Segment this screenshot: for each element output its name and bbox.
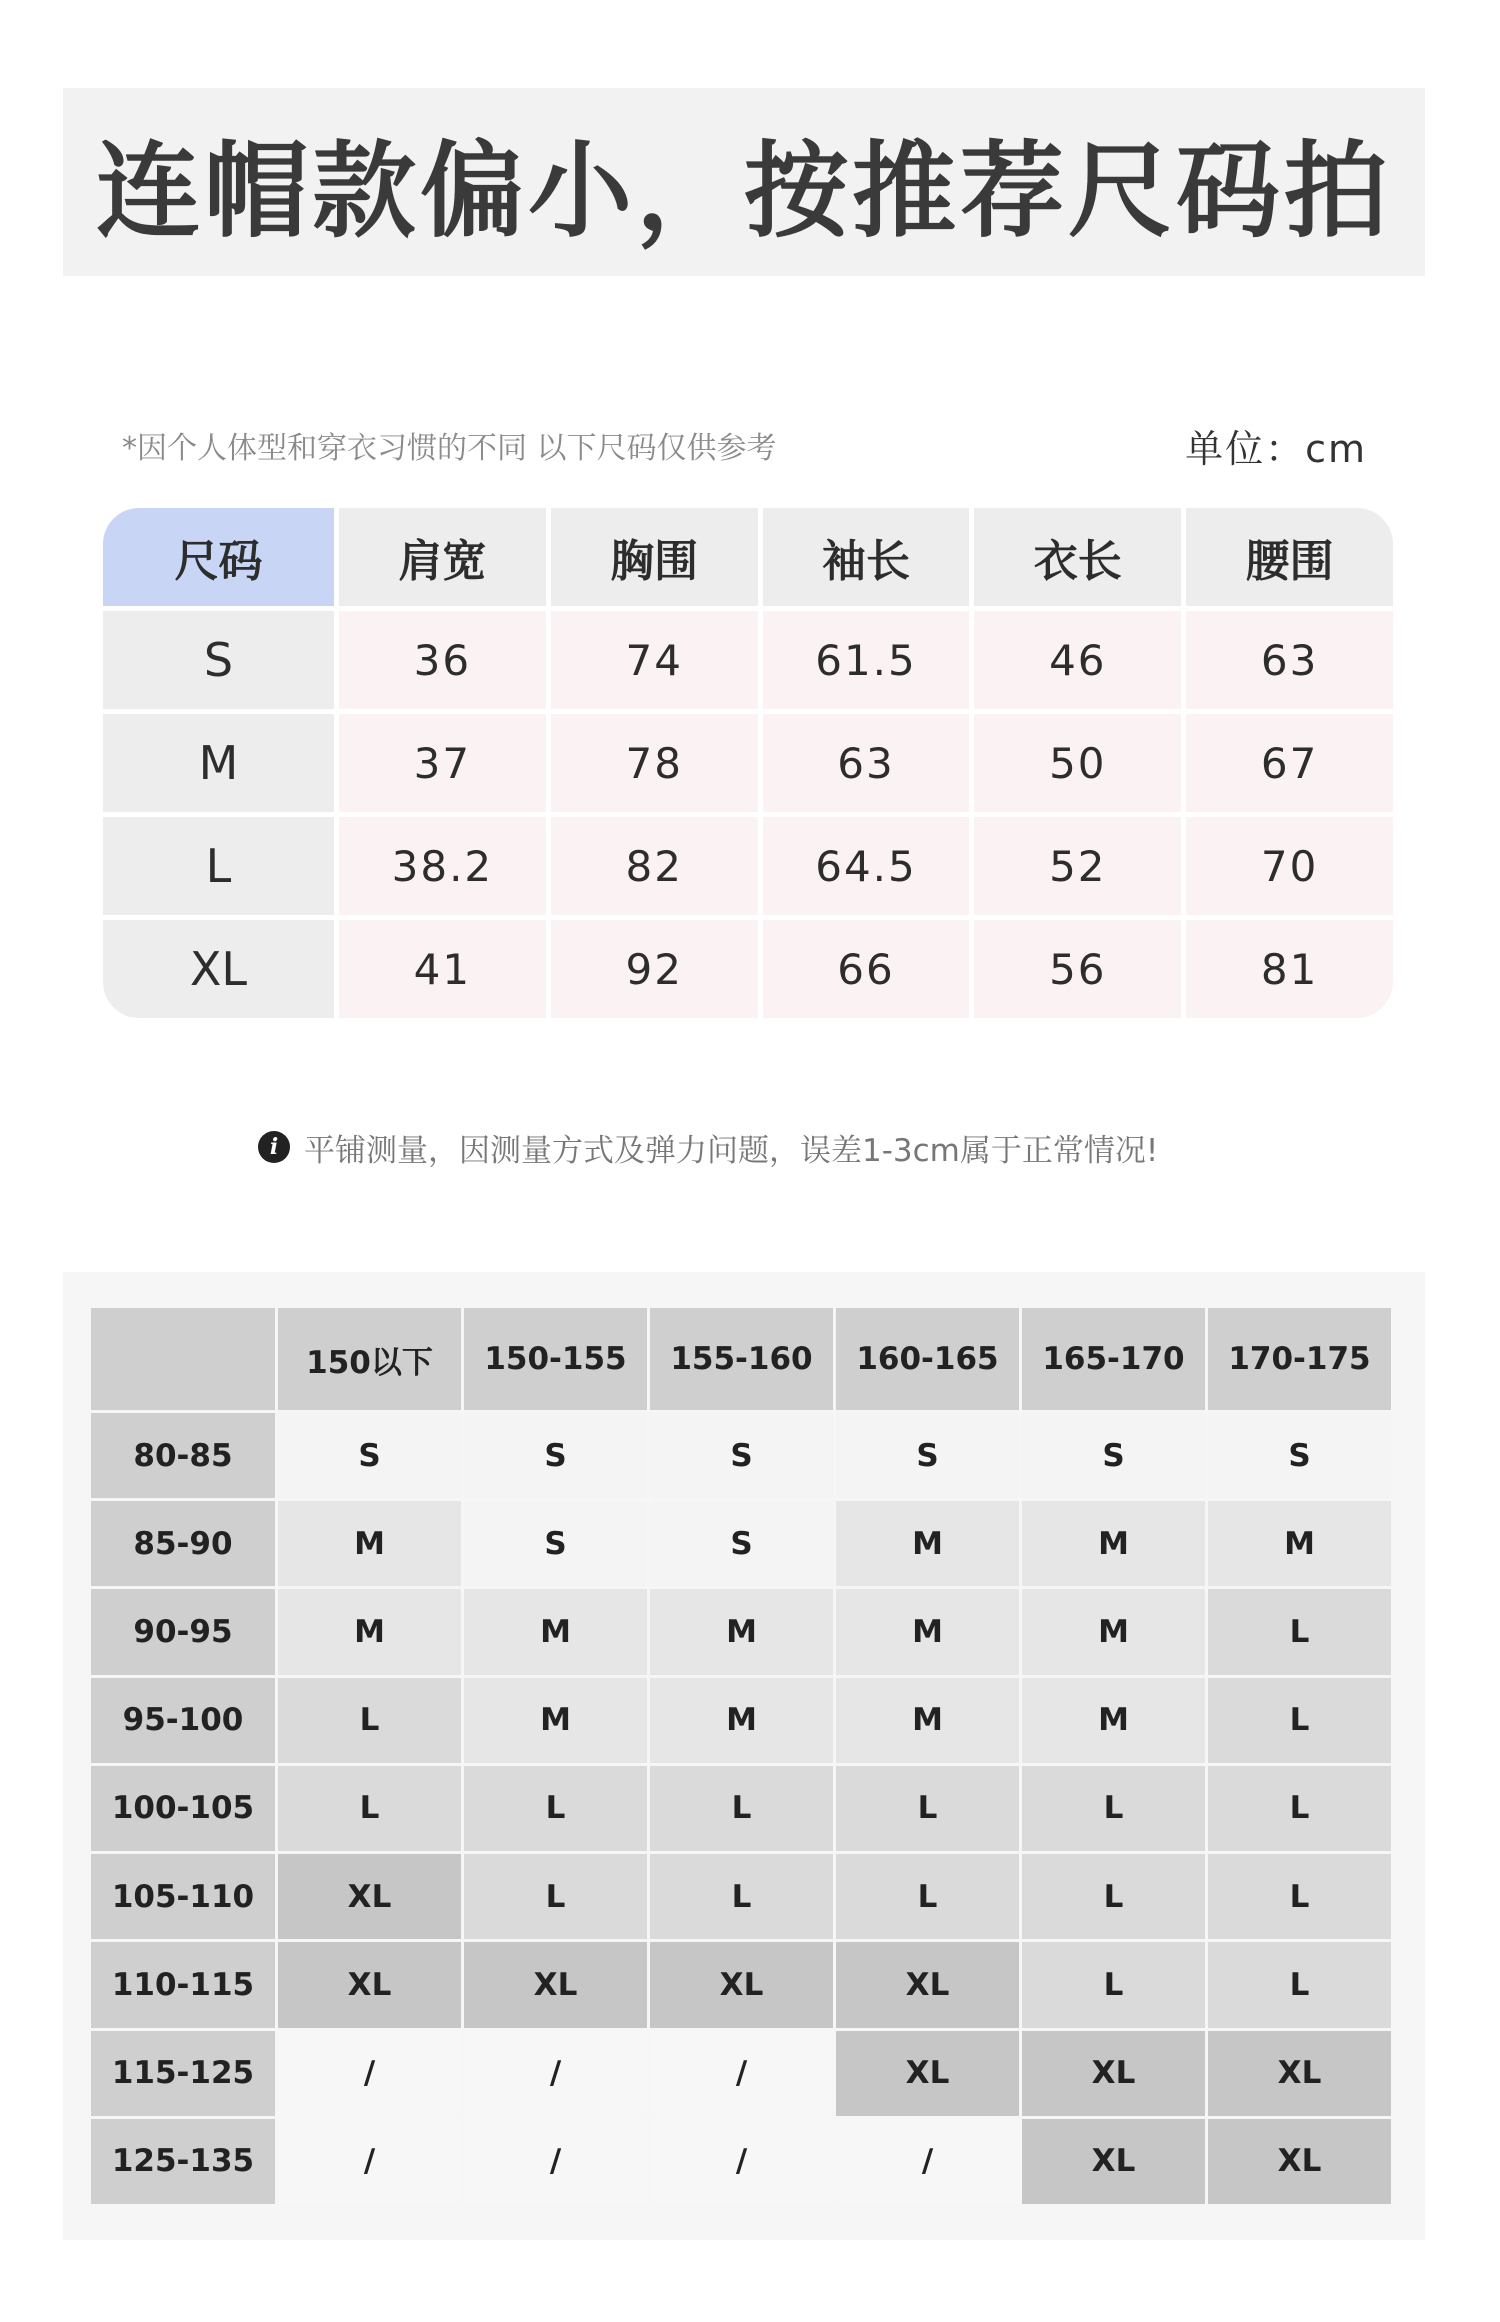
recommended-size-cell: M: [464, 1589, 647, 1674]
size-label: M: [103, 714, 334, 812]
recommended-size-cell: L: [278, 1678, 461, 1763]
height-header: 150以下: [278, 1308, 461, 1410]
size-label: S: [103, 611, 334, 709]
height-header: 150-155: [464, 1308, 647, 1410]
size-table-header: 袖长: [763, 508, 970, 606]
measure-note-text: 平铺测量，因测量方式及弹力问题，误差1-3cm属于正常情况!: [304, 1132, 1159, 1169]
recommended-size-cell: XL: [1208, 2119, 1391, 2204]
recommended-size-cell: M: [836, 1501, 1019, 1586]
size-value: 50: [974, 714, 1181, 812]
weight-header: 105-110: [91, 1854, 275, 1939]
weight-header: 125-135: [91, 2119, 275, 2204]
info-icon: i: [258, 1131, 290, 1163]
weight-header: 90-95: [91, 1589, 275, 1674]
recommended-size-cell: XL: [836, 2031, 1019, 2116]
recommended-size-cell: L: [1208, 1678, 1391, 1763]
size-value: 38.2: [339, 817, 546, 915]
recommended-size-cell: XL: [836, 1942, 1019, 2027]
weight-header: 85-90: [91, 1501, 275, 1586]
size-value: 46: [974, 611, 1181, 709]
size-value: 52: [974, 817, 1181, 915]
size-value: 63: [1186, 611, 1393, 709]
recommended-size-cell: M: [278, 1501, 461, 1586]
recommended-size-cell: L: [1208, 1942, 1391, 2027]
recommended-size-cell: XL: [1022, 2119, 1205, 2204]
recommended-size-cell: L: [650, 1766, 833, 1851]
recommended-size-cell: L: [1208, 1854, 1391, 1939]
recommended-size-cell: /: [464, 2119, 647, 2204]
disclaimer-text: *因个人体型和穿衣习惯的不同 以下尺码仅供参考: [122, 431, 777, 466]
size-table-header: 胸围: [551, 508, 758, 606]
height-header: 155-160: [650, 1308, 833, 1410]
recommended-size-cell: XL: [464, 1942, 647, 2027]
recommended-size-cell: XL: [278, 1854, 461, 1939]
recommended-size-cell: M: [650, 1589, 833, 1674]
size-value: 63: [763, 714, 970, 812]
recommended-size-cell: M: [1022, 1678, 1205, 1763]
measure-note: [258, 1122, 1158, 1172]
recommended-size-cell: M: [464, 1678, 647, 1763]
size-value: 36: [339, 611, 546, 709]
recommended-size-cell: S: [1208, 1413, 1391, 1498]
size-table: [103, 508, 1393, 1018]
recommended-size-cell: S: [836, 1413, 1019, 1498]
size-table-header: 衣长: [974, 508, 1181, 606]
size-table-header: 腰围: [1186, 508, 1393, 606]
recommended-size-cell: /: [650, 2031, 833, 2116]
banner: [63, 88, 1425, 276]
size-value: 74: [551, 611, 758, 709]
note-row: [122, 420, 1367, 470]
recommended-size-cell: M: [836, 1678, 1019, 1763]
rec-table-corner: [91, 1308, 275, 1410]
recommended-size-cell: /: [278, 2119, 461, 2204]
size-value: 78: [551, 714, 758, 812]
recommended-size-cell: XL: [278, 1942, 461, 2027]
size-value: 64.5: [763, 817, 970, 915]
recommended-size-cell: L: [1208, 1589, 1391, 1674]
recommended-size-cell: L: [836, 1854, 1019, 1939]
recommended-size-cell: L: [1022, 1766, 1205, 1851]
size-value: 92: [551, 920, 758, 1018]
recommended-size-cell: M: [1022, 1501, 1205, 1586]
weight-header: 80-85: [91, 1413, 275, 1498]
recommended-size-cell: M: [836, 1589, 1019, 1674]
recommended-size-cell: S: [464, 1501, 647, 1586]
size-value: 70: [1186, 817, 1393, 915]
recommendation-panel: [63, 1272, 1425, 2240]
unit-label: 单位：cm: [1185, 426, 1367, 471]
recommended-size-cell: L: [278, 1766, 461, 1851]
recommended-size-cell: XL: [1208, 2031, 1391, 2116]
size-value: 82: [551, 817, 758, 915]
recommended-size-cell: L: [1022, 1942, 1205, 2027]
recommended-size-cell: L: [650, 1854, 833, 1939]
recommended-size-cell: /: [278, 2031, 461, 2116]
recommended-size-cell: S: [650, 1413, 833, 1498]
recommended-size-cell: S: [1022, 1413, 1205, 1498]
height-header: 165-170: [1022, 1308, 1205, 1410]
recommended-size-cell: XL: [1022, 2031, 1205, 2116]
weight-header: 100-105: [91, 1766, 275, 1851]
recommendation-table: [91, 1308, 1391, 2204]
weight-header: 95-100: [91, 1678, 275, 1763]
size-value: 56: [974, 920, 1181, 1018]
recommended-size-cell: S: [278, 1413, 461, 1498]
recommended-size-cell: M: [278, 1589, 461, 1674]
recommended-size-cell: /: [650, 2119, 833, 2204]
size-value: 61.5: [763, 611, 970, 709]
recommended-size-cell: M: [1208, 1501, 1391, 1586]
size-table-header: 尺码: [103, 508, 334, 606]
size-label: XL: [103, 920, 334, 1018]
recommended-size-cell: S: [464, 1413, 647, 1498]
height-header: 170-175: [1208, 1308, 1391, 1410]
size-value: 67: [1186, 714, 1393, 812]
banner-title: 连帽款偏小，按推荐尺码拍: [95, 130, 1392, 252]
recommended-size-cell: /: [464, 2031, 647, 2116]
size-value: 41: [339, 920, 546, 1018]
recommended-size-cell: M: [1022, 1589, 1205, 1674]
recommended-size-cell: M: [650, 1678, 833, 1763]
recommended-size-cell: L: [1208, 1766, 1391, 1851]
size-value: 81: [1186, 920, 1393, 1018]
weight-header: 110-115: [91, 1942, 275, 2027]
height-header: 160-165: [836, 1308, 1019, 1410]
size-label: L: [103, 817, 334, 915]
recommended-size-cell: /: [836, 2119, 1019, 2204]
size-value: 37: [339, 714, 546, 812]
recommended-size-cell: L: [1022, 1854, 1205, 1939]
recommended-size-cell: L: [464, 1766, 647, 1851]
recommended-size-cell: S: [650, 1501, 833, 1586]
size-table-header: 肩宽: [339, 508, 546, 606]
weight-header: 115-125: [91, 2031, 275, 2116]
recommended-size-cell: L: [464, 1854, 647, 1939]
size-value: 66: [763, 920, 970, 1018]
recommended-size-cell: L: [836, 1766, 1019, 1851]
recommended-size-cell: XL: [650, 1942, 833, 2027]
